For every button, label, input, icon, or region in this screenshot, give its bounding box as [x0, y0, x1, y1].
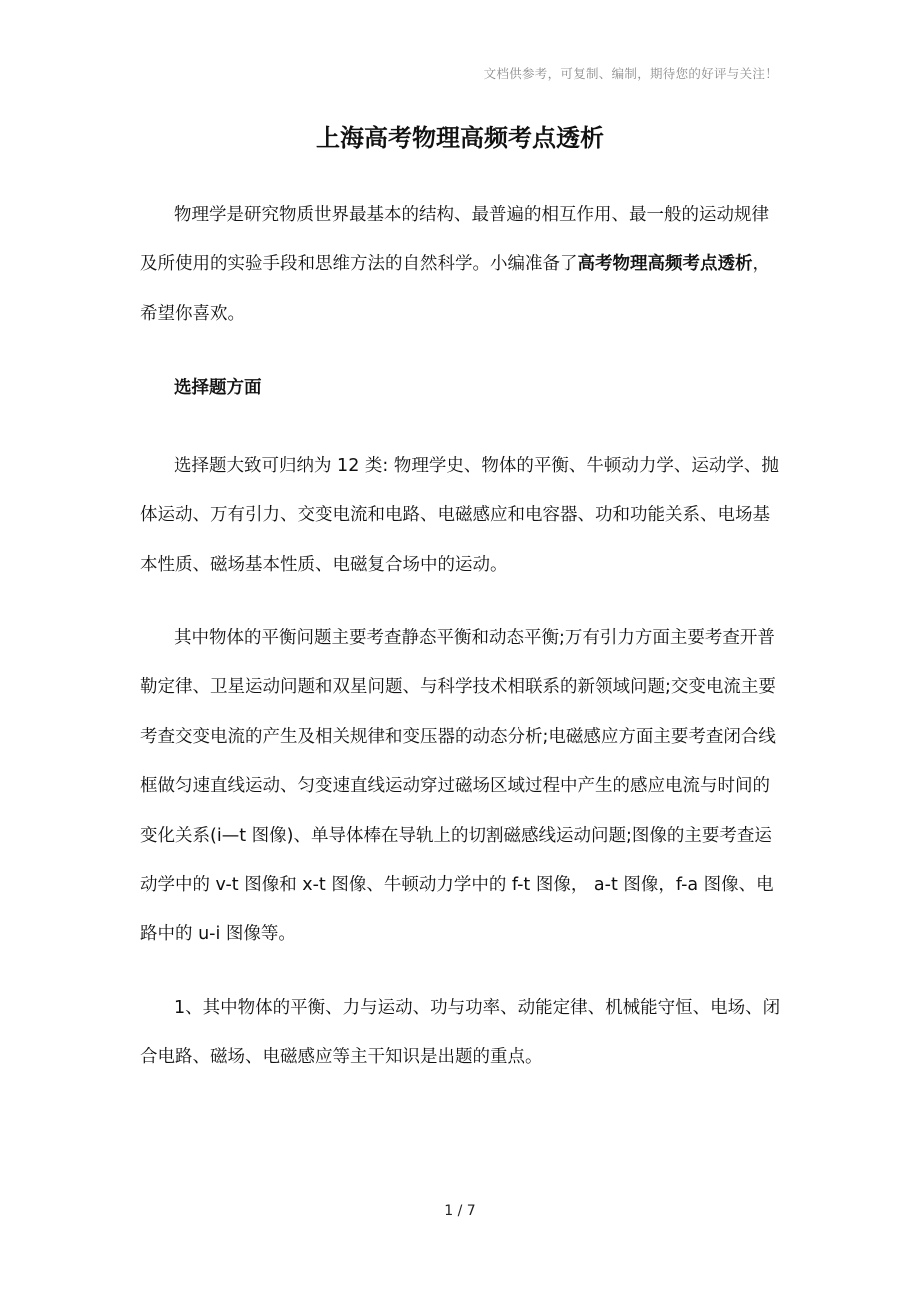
document-title: 上海高考物理高频考点透析 [316, 124, 604, 152]
page-number: 1 / 7 [444, 1203, 476, 1219]
intro-text-before: 物理学是研究物质世界最基本的结构、最普遍的相互作用、最一般的运动规律及所使用的实验手段和思维方法的自然科学。小编准备了 [140, 205, 769, 275]
paragraph-details: 其中物体的平衡问题主要考查静态平衡和动态平衡;万有引力方面主要考查开普勒定律、卫星运动问题和双星问题、与科学技术相联系的新领域问题;交变电流主要考查交变电流的产生及相关规律和变压器的动态分析;电磁感应方面主要考查闭合线框做匀速直线运动、匀变速直线运动穿过磁场区域过程中产生的感应电流与时间的变化关系(i—t 图像)、单导体棒在导轨上的切割磁感线运动问题;图像的主要考查运动学中的 v-t 图像和 x-t 图像、牛顿动力学中的 f-t 图像， a-t 图像，f-a 图像、电路中的 u-i 图像等。 [140, 628, 776, 945]
intro-text-after: ，希望你喜欢。 [140, 254, 770, 324]
paragraph-key-points: 1、其中物体的平衡、力与运动、功与功率、动能定律、机械能守恒、电场、闭合电路、磁场、电磁感应等主干知识是出题的重点。 [140, 998, 781, 1068]
header-note: 文档供参考，可复制、编制，期待您的好评与关注！ [483, 66, 778, 81]
intro-paragraph [140, 191, 782, 339]
paragraph-categories: 选择题大致可归纳为 12 类: 物理学史、物体的平衡、牛顿动力学、运动学、抛体运动、万有引力、交变电流和电路、电磁感应和电容器、功和功能关系、电场基本性质、磁场基本性质、电磁复合场中的运动。 [140, 456, 779, 575]
section-heading: 选择题方面 [174, 378, 262, 398]
intro-bold-text: 高考物理高频考点透析 [577, 254, 753, 275]
